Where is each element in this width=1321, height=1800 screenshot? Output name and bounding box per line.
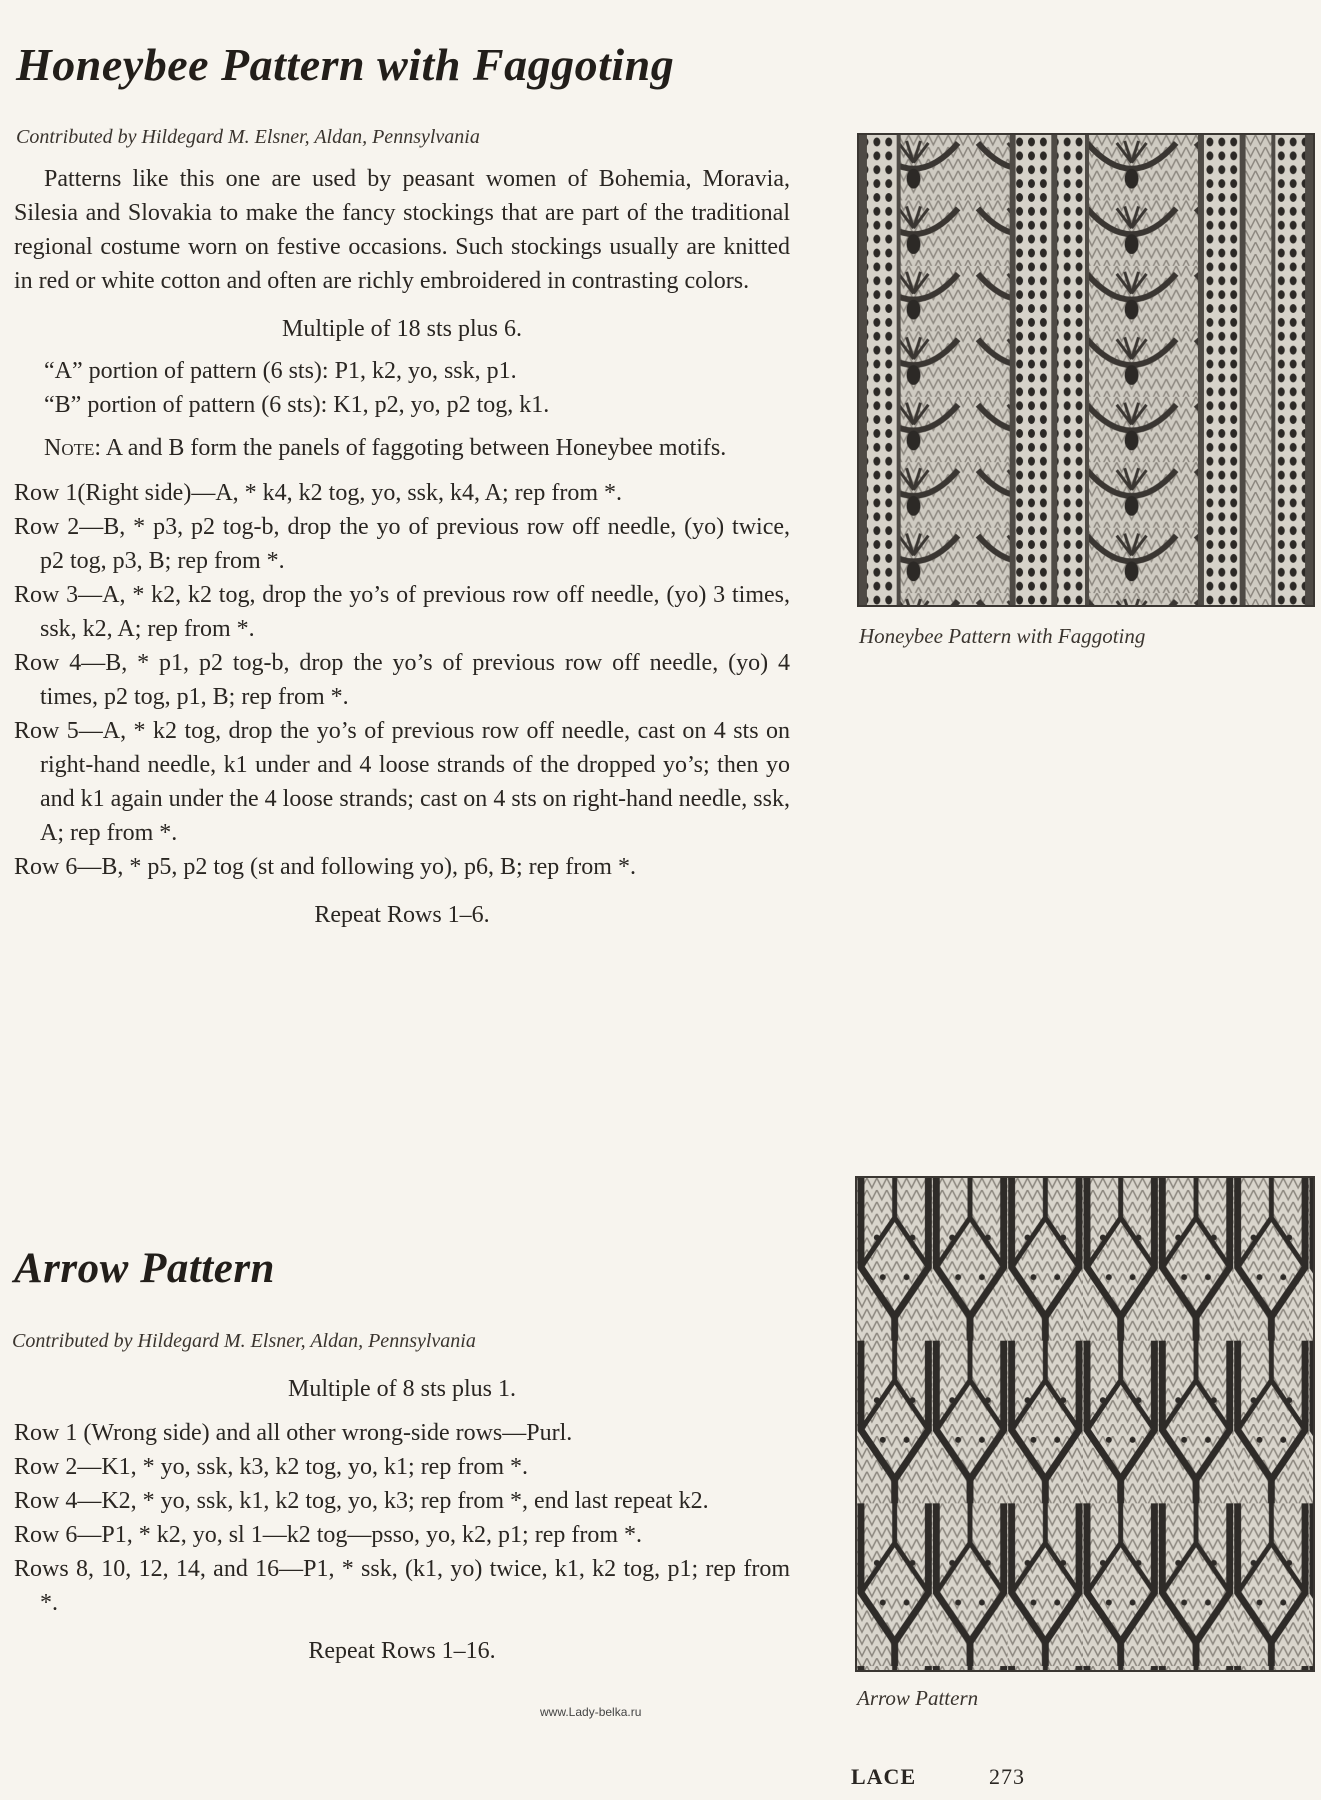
footer-section: LACE bbox=[851, 1764, 917, 1789]
arrow-repeat: Repeat Rows 1–16. bbox=[308, 1638, 496, 1664]
honeybee-title: Honeybee Pattern with Faggoting bbox=[16, 39, 675, 90]
arrow-swatch-image bbox=[855, 1176, 1315, 1672]
honeybee-text-column bbox=[14, 162, 790, 932]
honeybee-repeat: Repeat Rows 1–6. bbox=[314, 902, 490, 928]
honeybee-portion-b: “B” portion of pattern (6 sts): K1, p2, yo, p2 tog, k1. bbox=[44, 392, 550, 418]
arrow-text-column bbox=[14, 1372, 790, 1668]
honeybee-contributor: Contributed by Hildegard M. Elsner, Aldan, Pennsylvania bbox=[16, 126, 480, 148]
honeybee-row-1: Row 1(Right side)—A, * k4, k2 tog, yo, ssk, k4, A; rep from *. bbox=[14, 480, 622, 506]
honeybee-note-label: Note: bbox=[44, 435, 102, 461]
honeybee-rows bbox=[14, 476, 790, 884]
arrow-row-2: Row 2—K1, * yo, ssk, k3, k2 tog, yo, k1; rep from *. bbox=[14, 1454, 528, 1480]
arrow-row-1: Row 1 (Wrong side) and all other wrong-side rows—Purl. bbox=[14, 1420, 573, 1446]
honeybee-row-3: Row 3—A, * k2, k2 tog, drop the yo’s of previous row off needle, (yo) 3 times, ssk, k2, A; rep from *. bbox=[14, 582, 790, 642]
arrow-caption: Arrow Pattern bbox=[857, 1686, 979, 1710]
honeybee-row-2: Row 2—B, * p3, p2 tog-b, drop the yo of previous row off needle, (yo) twice, p2 tog, p3, B; rep from *. bbox=[14, 514, 790, 574]
honeybee-swatch-image bbox=[857, 133, 1315, 607]
honeybee-caption: Honeybee Pattern with Faggoting bbox=[859, 624, 1146, 648]
honeybee-intro bbox=[14, 162, 790, 298]
page-number: 273 bbox=[989, 1764, 1025, 1789]
honeybee-portion-a: “A” portion of pattern (6 sts): P1, k2, yo, ssk, p1. bbox=[44, 358, 517, 384]
honeybee-row-5: Row 5—A, * k2 tog, drop the yo’s of previous row off needle, cast on 4 sts on right-hand needle, k1 under and 4 loose strands of the dropped yo’s; then yo and k1 again under the 4 loose strands; cast on 4 sts on right-hand needle, ssk, A; rep from *. bbox=[14, 718, 790, 846]
arrow-rows bbox=[14, 1416, 790, 1620]
arrow-swatch-graphic bbox=[857, 1178, 1313, 1670]
arrow-title: Arrow Pattern bbox=[14, 1245, 275, 1292]
honeybee-note bbox=[14, 432, 790, 464]
honeybee-multiple: Multiple of 18 sts plus 6. bbox=[281, 316, 522, 342]
watermark-url: www.Lady-belka.ru bbox=[540, 1705, 642, 1719]
honeybee-intro-text: Patterns like this one are used by peasant women of Bohemia, Moravia, Silesia and Slovakia to make the fancy stockings that are part of the traditional regional costume worn on festive occasions. Such stockings usually are knitted in red or white cotton and often are richly embroidered in contrasting colors. bbox=[14, 166, 790, 294]
honeybee-swatch-graphic bbox=[859, 135, 1313, 605]
arrow-multiple: Multiple of 8 sts plus 1. bbox=[287, 1376, 516, 1402]
arrow-row-4: Row 4—K2, * yo, ssk, k1, k2 tog, yo, k3; rep from *, end last repeat k2. bbox=[14, 1488, 709, 1514]
arrow-contributor: Contributed by Hildegard M. Elsner, Aldan, Pennsylvania bbox=[12, 1330, 476, 1352]
honeybee-note-text: A and B form the panels of faggoting between Honeybee motifs. bbox=[105, 435, 727, 461]
arrow-row-6: Row 6—P1, * k2, yo, sl 1—k2 tog—psso, yo, k2, p1; rep from *. bbox=[14, 1522, 643, 1548]
honeybee-row-6: Row 6—B, * p5, p2 tog (st and following yo), p6, B; rep from *. bbox=[14, 854, 636, 880]
arrow-row-8-16: Rows 8, 10, 12, 14, and 16—P1, * ssk, (k1, yo) twice, k1, k2 tog, p1; rep from *. bbox=[14, 1556, 790, 1616]
honeybee-row-4: Row 4—B, * p1, p2 tog-b, drop the yo’s of previous row off needle, (yo) 4 times, p2 tog, p1, B; rep from *. bbox=[14, 650, 790, 710]
